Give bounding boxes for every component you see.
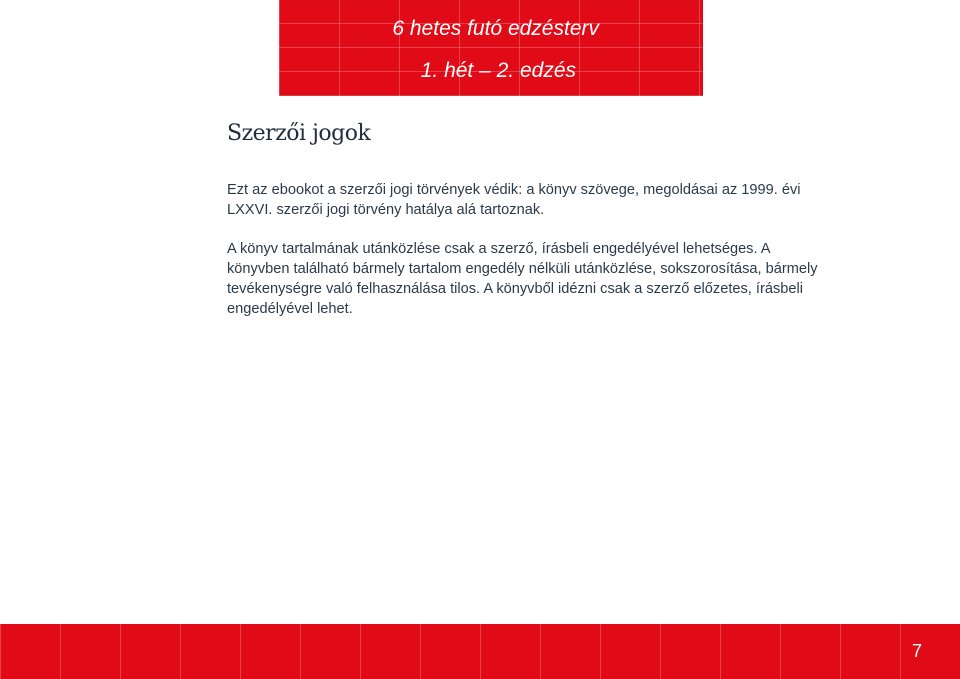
document-title: 6 hetes futó edzésterv [392,17,599,40]
paragraph-copyright: Ezt az ebookot a szerzői jogi törvények védik: a könyv szövege, megoldásai az 1999. évi LXXVI. szerzői jogi törvény hatálya alá tartoznak. [227,182,801,218]
section-heading: Szerzői jogok [227,121,371,146]
page-number: 7 [911,641,922,661]
document-subtitle: 1. hét – 2. edzés [420,59,576,82]
header-banner [279,0,703,96]
section-body [227,180,827,338]
paragraph-reproduction: A könyv tartalmának utánközlése csak a szerző, írásbeli engedélyével lehetséges. A könyvben található bármely tartalom engedély nélküli utánközlése, sokszorosítása, bármely tevékenységre való felhasználása tilos. A könyvből idézni csak a szerző előzetes, írásbeli engedélyével lehet. [227,241,818,317]
footer-band [0,624,960,679]
